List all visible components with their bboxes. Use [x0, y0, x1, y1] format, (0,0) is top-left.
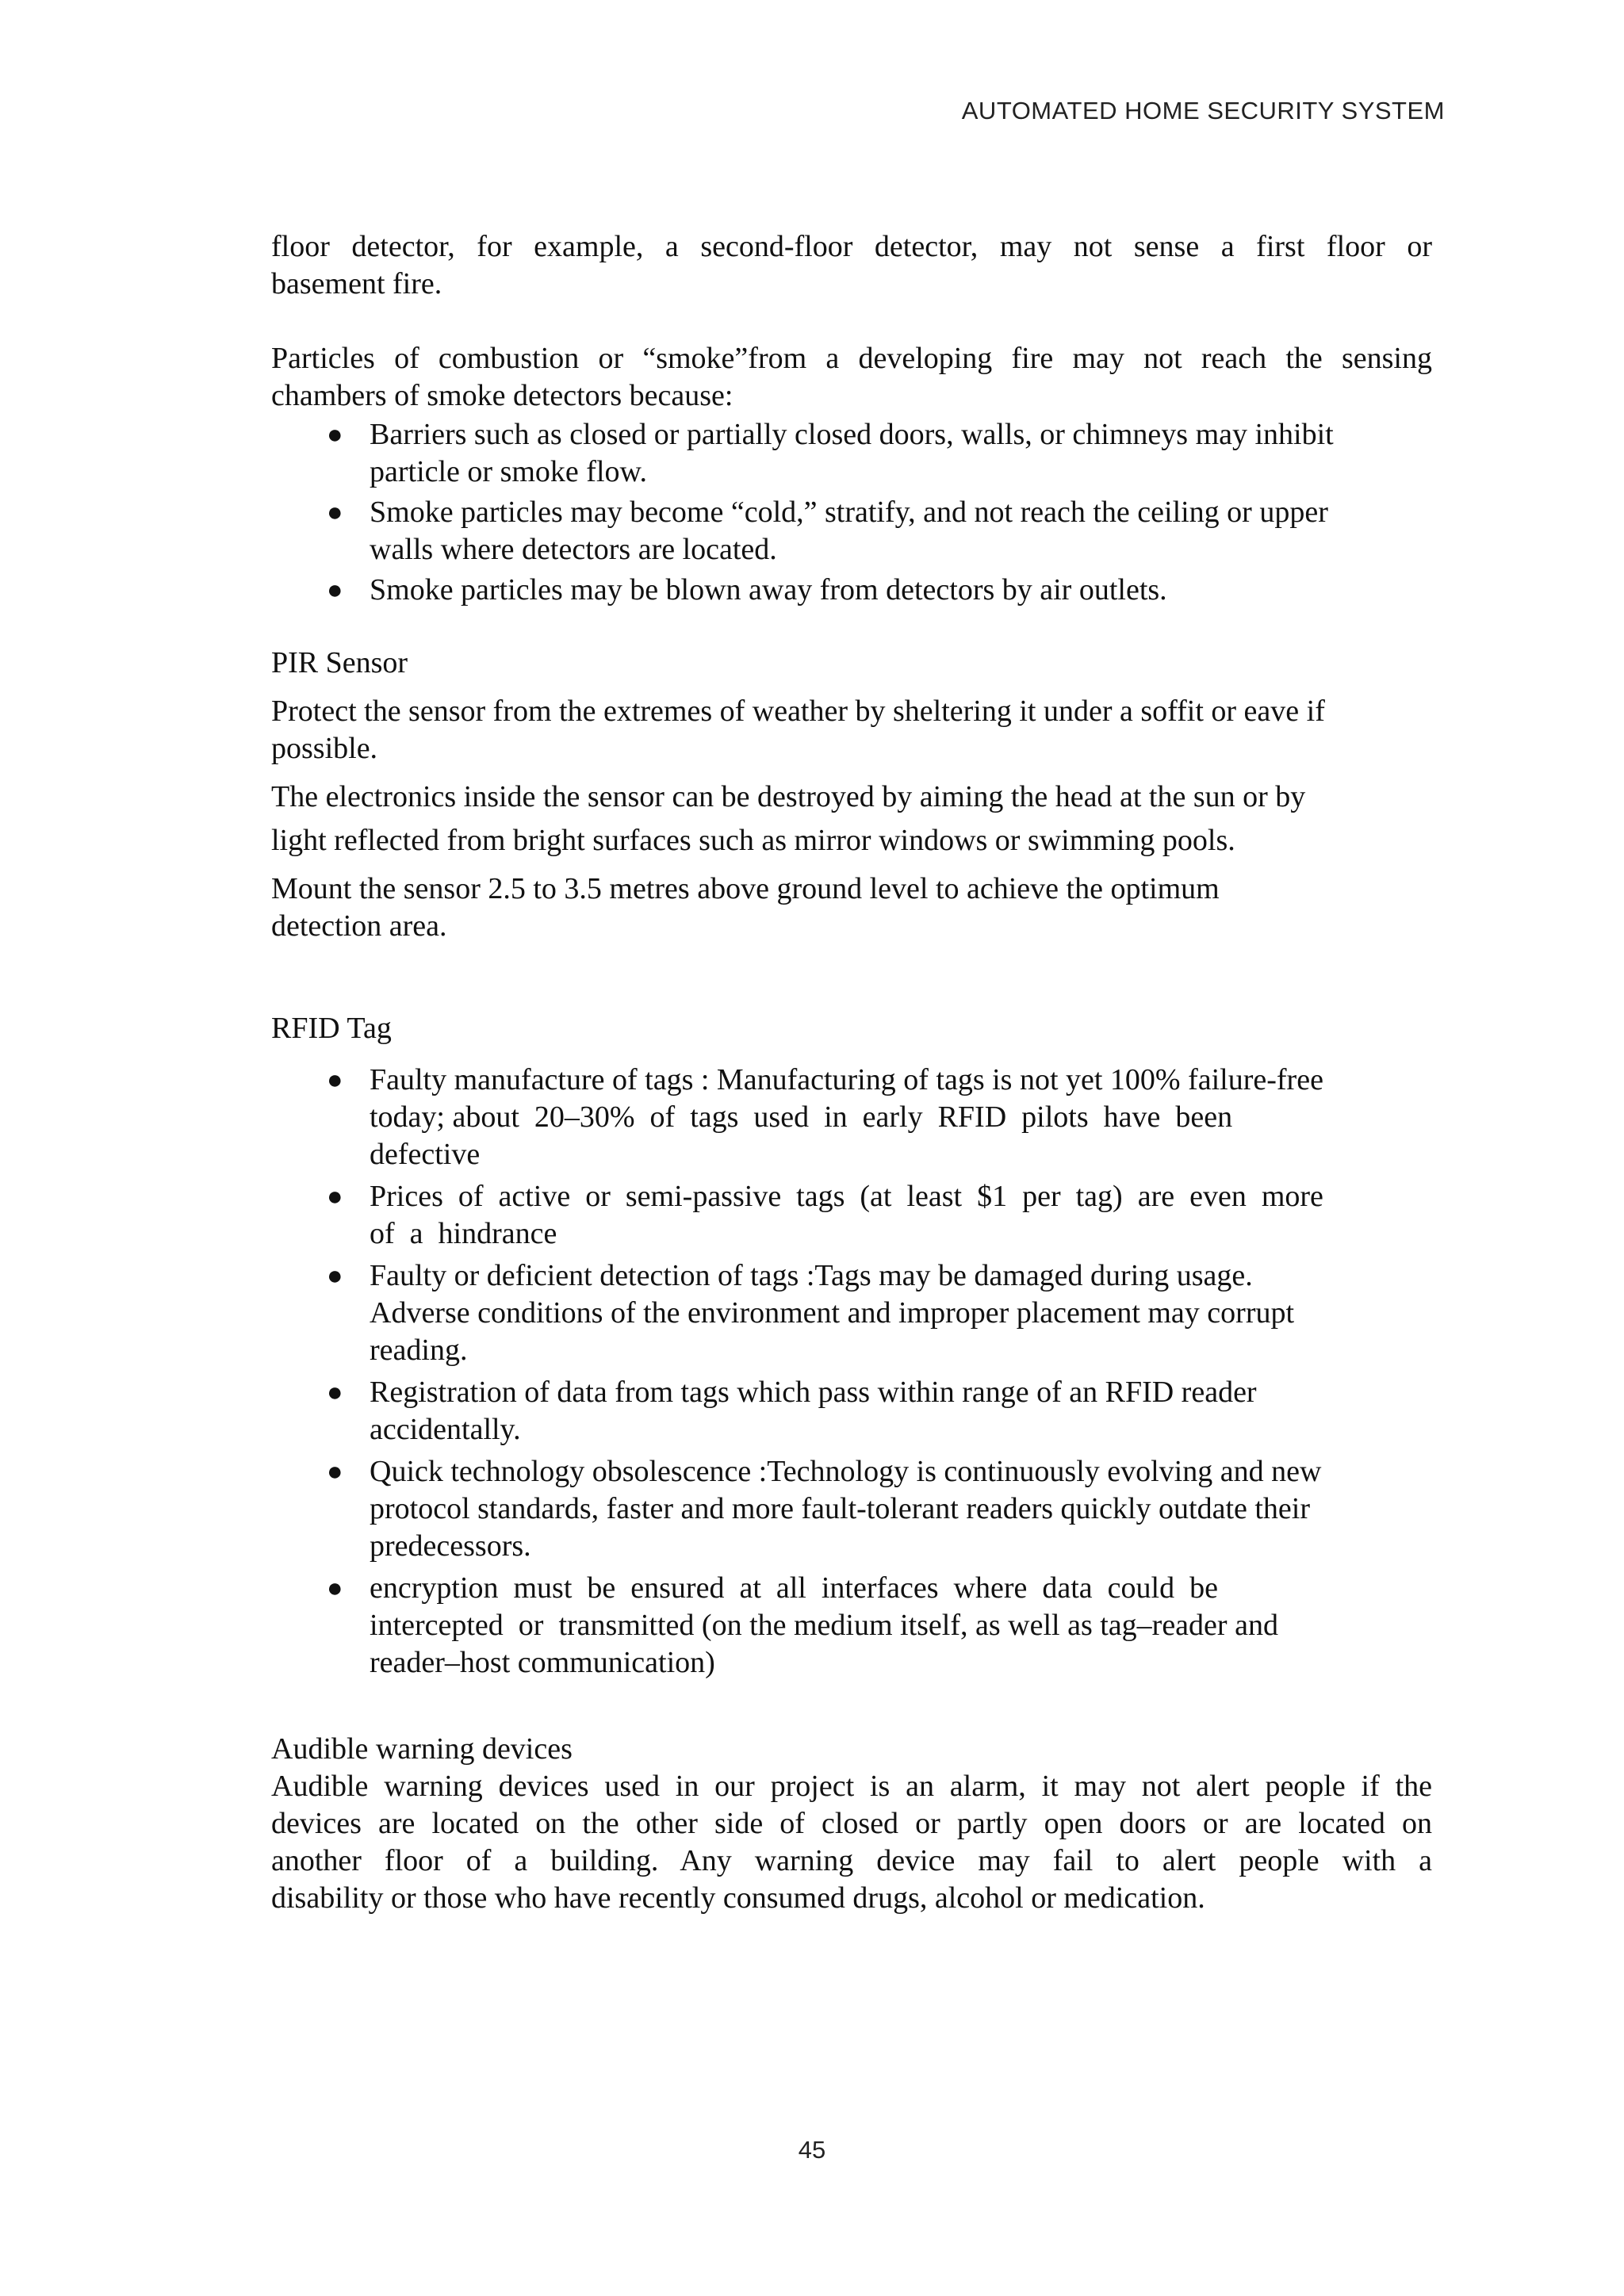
bullet-icon: ●	[327, 1182, 343, 1211]
pir-section	[271, 645, 1432, 945]
page-number: 45	[798, 2136, 826, 2164]
list-item	[271, 572, 1432, 609]
rfid-section	[271, 1010, 1432, 1682]
bullet-icon: ●	[327, 1066, 343, 1095]
list-item	[271, 494, 1432, 568]
list-item-text: Barriers such as closed or partially closed doors, walls, or chimneys may inhibit	[370, 418, 1334, 451]
page-body	[271, 228, 1432, 1917]
rfid-bullet-list	[271, 1062, 1410, 1682]
list-item-text: Adverse conditions of the environment and improper placement may corrupt	[370, 1296, 1295, 1330]
list-item-text: Quick technology obsolescence :Technology is continuously evolving and new	[370, 1455, 1322, 1488]
bullet-icon: ●	[327, 1574, 343, 1603]
list-item-text: of a hindrance	[370, 1217, 557, 1250]
audible-line: disability or those who have recently consumed drugs, alcohol or medication.	[271, 1881, 1205, 1915]
section-heading: Audible warning devices	[271, 1732, 573, 1766]
intro-line: basement fire.	[271, 267, 442, 300]
list-item-text: protocol standards, faster and more fault-tolerant readers quickly outdate their	[370, 1492, 1310, 1525]
list-item-text: reader–host communication)	[370, 1646, 715, 1679]
bullet-icon: ●	[327, 1378, 343, 1407]
pir-line: light reflected from bright surfaces such as mirror windows or swimming pools.	[271, 824, 1235, 857]
list-item-text: particle or smoke flow.	[370, 455, 647, 488]
list-item	[271, 1257, 1410, 1369]
list-item	[271, 1374, 1410, 1448]
list-item-text: accidentally.	[370, 1413, 521, 1446]
bullet-icon: ●	[327, 1457, 343, 1487]
particles-line: chambers of smoke detectors because:	[271, 379, 733, 412]
particles-paragraph	[271, 340, 1432, 609]
audible-line: another floor of a building. Any warning device may fail to alert people with a	[271, 1844, 1432, 1877]
intro-line: floor detector, for example, a second-floor detector, may not sense a first floor or	[271, 230, 1432, 263]
pir-line: The electronics inside the sensor can be destroyed by aiming the head at the sun or by	[271, 780, 1306, 813]
list-item-text: Smoke particles may be blown away from detectors by air outlets.	[370, 573, 1167, 607]
audible-section	[271, 1731, 1432, 1917]
section-heading: RFID Tag	[271, 1012, 392, 1045]
list-item	[271, 1453, 1410, 1565]
running-header: AUTOMATED HOME SECURITY SYSTEM	[961, 97, 1445, 124]
list-item	[271, 416, 1432, 491]
list-item-text: encryption must be ensured at all interfaces where data could be	[370, 1571, 1218, 1605]
list-item-text: Smoke particles may become “cold,” stratify, and not reach the ceiling or upper	[370, 496, 1328, 529]
list-item-text: intercepted or transmitted (on the medium itself, as well as tag–reader and	[370, 1609, 1278, 1642]
list-item-text: today; about 20–30% of tags used in early RFID pilots have been	[370, 1100, 1233, 1134]
smoke-bullet-list	[271, 416, 1432, 609]
list-item-text: walls where detectors are located.	[370, 533, 777, 566]
list-item-text: reading.	[370, 1334, 468, 1367]
audible-line: Audible warning devices used in our project is an alarm, it may not alert people if the	[271, 1770, 1432, 1803]
list-item-text: Prices of active or semi-passive tags (at least $1 per tag) are even more	[370, 1180, 1323, 1213]
list-item	[271, 1178, 1410, 1253]
list-item-text: Faulty or deficient detection of tags :Tags may be damaged during usage.	[370, 1259, 1253, 1292]
list-item-text: Faulty manufacture of tags : Manufacturing of tags is not yet 100% failure-free	[370, 1063, 1323, 1096]
particles-line: Particles of combustion or “smoke”from a developing fire may not reach the sensing	[271, 342, 1432, 375]
section-heading: PIR Sensor	[271, 646, 408, 679]
bullet-icon: ●	[327, 1261, 343, 1291]
audible-line: devices are located on the other side of closed or partly open doors or are located on	[271, 1807, 1432, 1840]
pir-line: possible.	[271, 732, 378, 765]
bullet-icon: ●	[327, 420, 343, 450]
list-item-text: Registration of data from tags which pass within range of an RFID reader	[370, 1376, 1257, 1409]
list-item	[271, 1062, 1410, 1173]
list-item	[271, 1570, 1410, 1682]
pir-line: Protect the sensor from the extremes of weather by sheltering it under a soffit or eave if	[271, 695, 1325, 728]
bullet-icon: ●	[327, 576, 343, 605]
list-item-text: predecessors.	[370, 1529, 531, 1563]
intro-paragraph	[271, 228, 1432, 303]
pir-line: detection area.	[271, 909, 447, 943]
list-item-text: defective	[370, 1138, 481, 1171]
bullet-icon: ●	[327, 498, 343, 527]
pir-line: Mount the sensor 2.5 to 3.5 metres above ground level to achieve the optimum	[271, 872, 1220, 905]
